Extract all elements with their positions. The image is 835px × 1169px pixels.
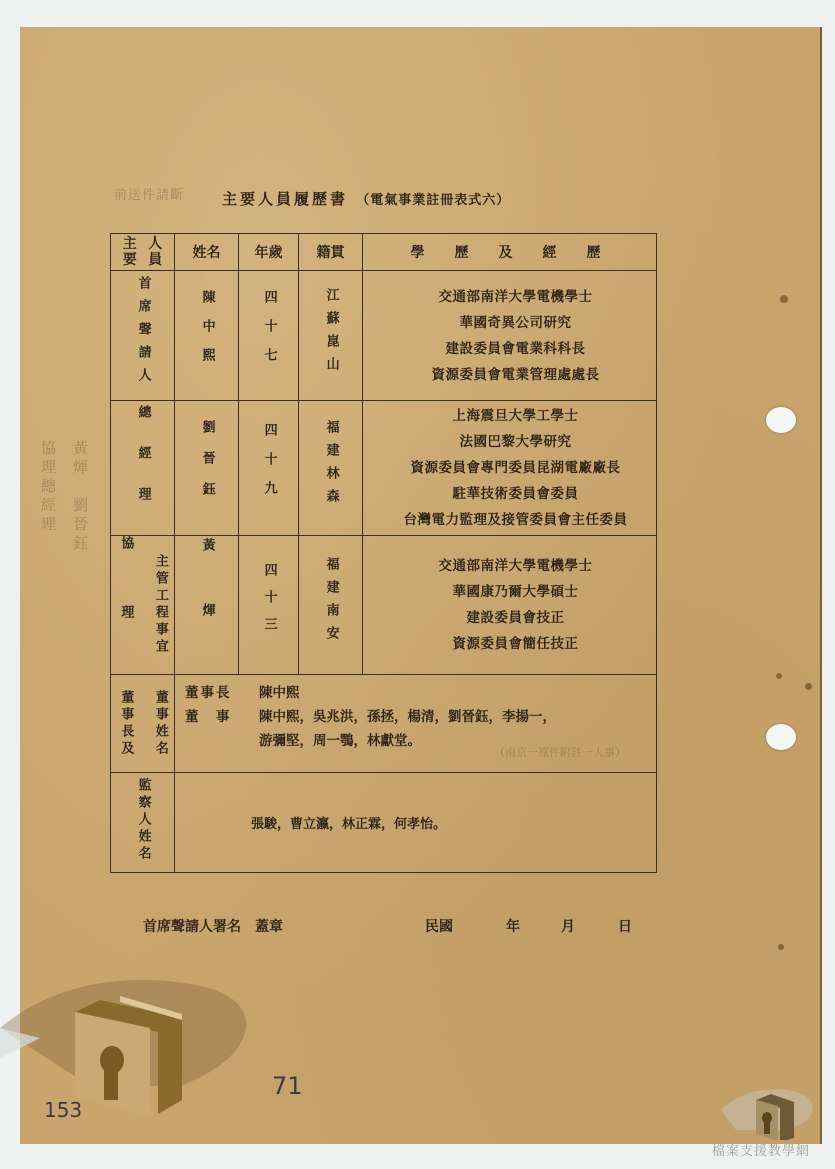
row-age: 四十三	[261, 562, 277, 644]
row-role: 總經理	[135, 404, 151, 528]
directors-label: 董 事	[185, 709, 232, 725]
archive-logo-icon	[0, 968, 250, 1118]
row-role-right: 主管工程事宜	[152, 554, 168, 656]
handwritten-page-number: 153	[44, 1098, 83, 1122]
handwritten-mark: 71	[272, 1072, 303, 1100]
header-experience: 學 歷 及 經 歷	[363, 234, 657, 271]
table-row	[111, 536, 657, 675]
margin-note-left-1: 協理總經理	[39, 440, 57, 535]
header-native-place: 籍貫	[299, 234, 363, 271]
date-era: 民國	[425, 919, 453, 935]
margin-note-left-2: 黃煇 劉晉鈺	[71, 440, 89, 554]
row-age: 四十七	[261, 290, 277, 377]
personnel-table	[110, 233, 657, 873]
row-name: 陳中熙	[199, 290, 215, 377]
board-row	[111, 675, 657, 773]
watermark-text: 檔案支援教學網	[712, 1144, 811, 1159]
title-subtitle: （電氣事業註冊表式六）	[356, 193, 511, 208]
row-native-place: 福建南安	[323, 557, 339, 649]
chairman-label: 董事長	[185, 685, 232, 701]
row-name: 黃煇	[199, 538, 215, 668]
header-role: 主 人 要 員	[111, 234, 175, 271]
row-name: 劉晉鈺	[199, 419, 215, 513]
supervisors-row	[111, 773, 657, 873]
directors-names-line2: 游彌堅，周一鶚，林獻堂。	[259, 733, 421, 749]
title-main: 主要人員履歷書	[222, 190, 349, 208]
board-label-right: 董事姓名	[152, 689, 168, 758]
stain-mark	[780, 295, 788, 303]
header-name: 姓名	[175, 234, 239, 271]
header-age: 年歲	[239, 234, 299, 271]
date-year: 年	[506, 919, 520, 935]
row-native-place: 江蘇崑山	[323, 287, 339, 380]
date-month: 月	[561, 919, 575, 935]
directors-names-line1: 陳中熙，吳兆洪，孫拯，楊清，劉晉鈺，李揚一，	[259, 709, 556, 725]
table-header-row	[111, 234, 657, 271]
row-role-left: 協理	[118, 536, 134, 674]
chairman-name: 陳中熙	[259, 685, 300, 701]
board-label-left: 董事長及	[118, 689, 134, 758]
archive-logo-small-icon	[716, 1080, 816, 1140]
stain-mark	[805, 683, 812, 690]
row-role: 首席聲請人	[135, 276, 151, 391]
board-members	[175, 675, 657, 773]
punch-hole-top	[766, 407, 796, 433]
row-age: 四十九	[261, 422, 277, 510]
stain-mark	[778, 944, 784, 950]
table-row	[111, 401, 657, 536]
board-faint-note: （南京一原件附註一人事）	[494, 746, 626, 759]
signature-label: 首席聲請人署名 蓋章	[143, 919, 283, 935]
table-row	[111, 271, 657, 401]
date-day: 日	[618, 919, 632, 935]
faint-stamp: 前送件請斷	[114, 188, 185, 203]
row-experience: 交通部南洋大學電機學士 華國奇異公司研究 建設委員會電業科科長 資源委員會電業管理處處長	[363, 271, 657, 401]
row-native-place: 福建林森	[323, 420, 339, 512]
punch-hole-bottom	[766, 724, 796, 750]
page-title	[222, 188, 510, 209]
supervisors-names: 張駿，曹立瀛，林正霖，何孝怡。	[175, 773, 657, 873]
supervisors-label: 監察人姓名	[135, 778, 151, 863]
row-experience: 交通部南洋大學電機學士 華國康乃爾大學碩士 建設委員會技正 資源委員會簡任技正	[363, 536, 657, 675]
stain-mark	[776, 673, 782, 679]
row-experience: 上海震旦大學工學士 法國巴黎大學研究 資源委員會專門委員昆湖電廠廠長 駐華技術委員會委員 台灣電力監理及接管委員會主任委員	[363, 401, 657, 536]
